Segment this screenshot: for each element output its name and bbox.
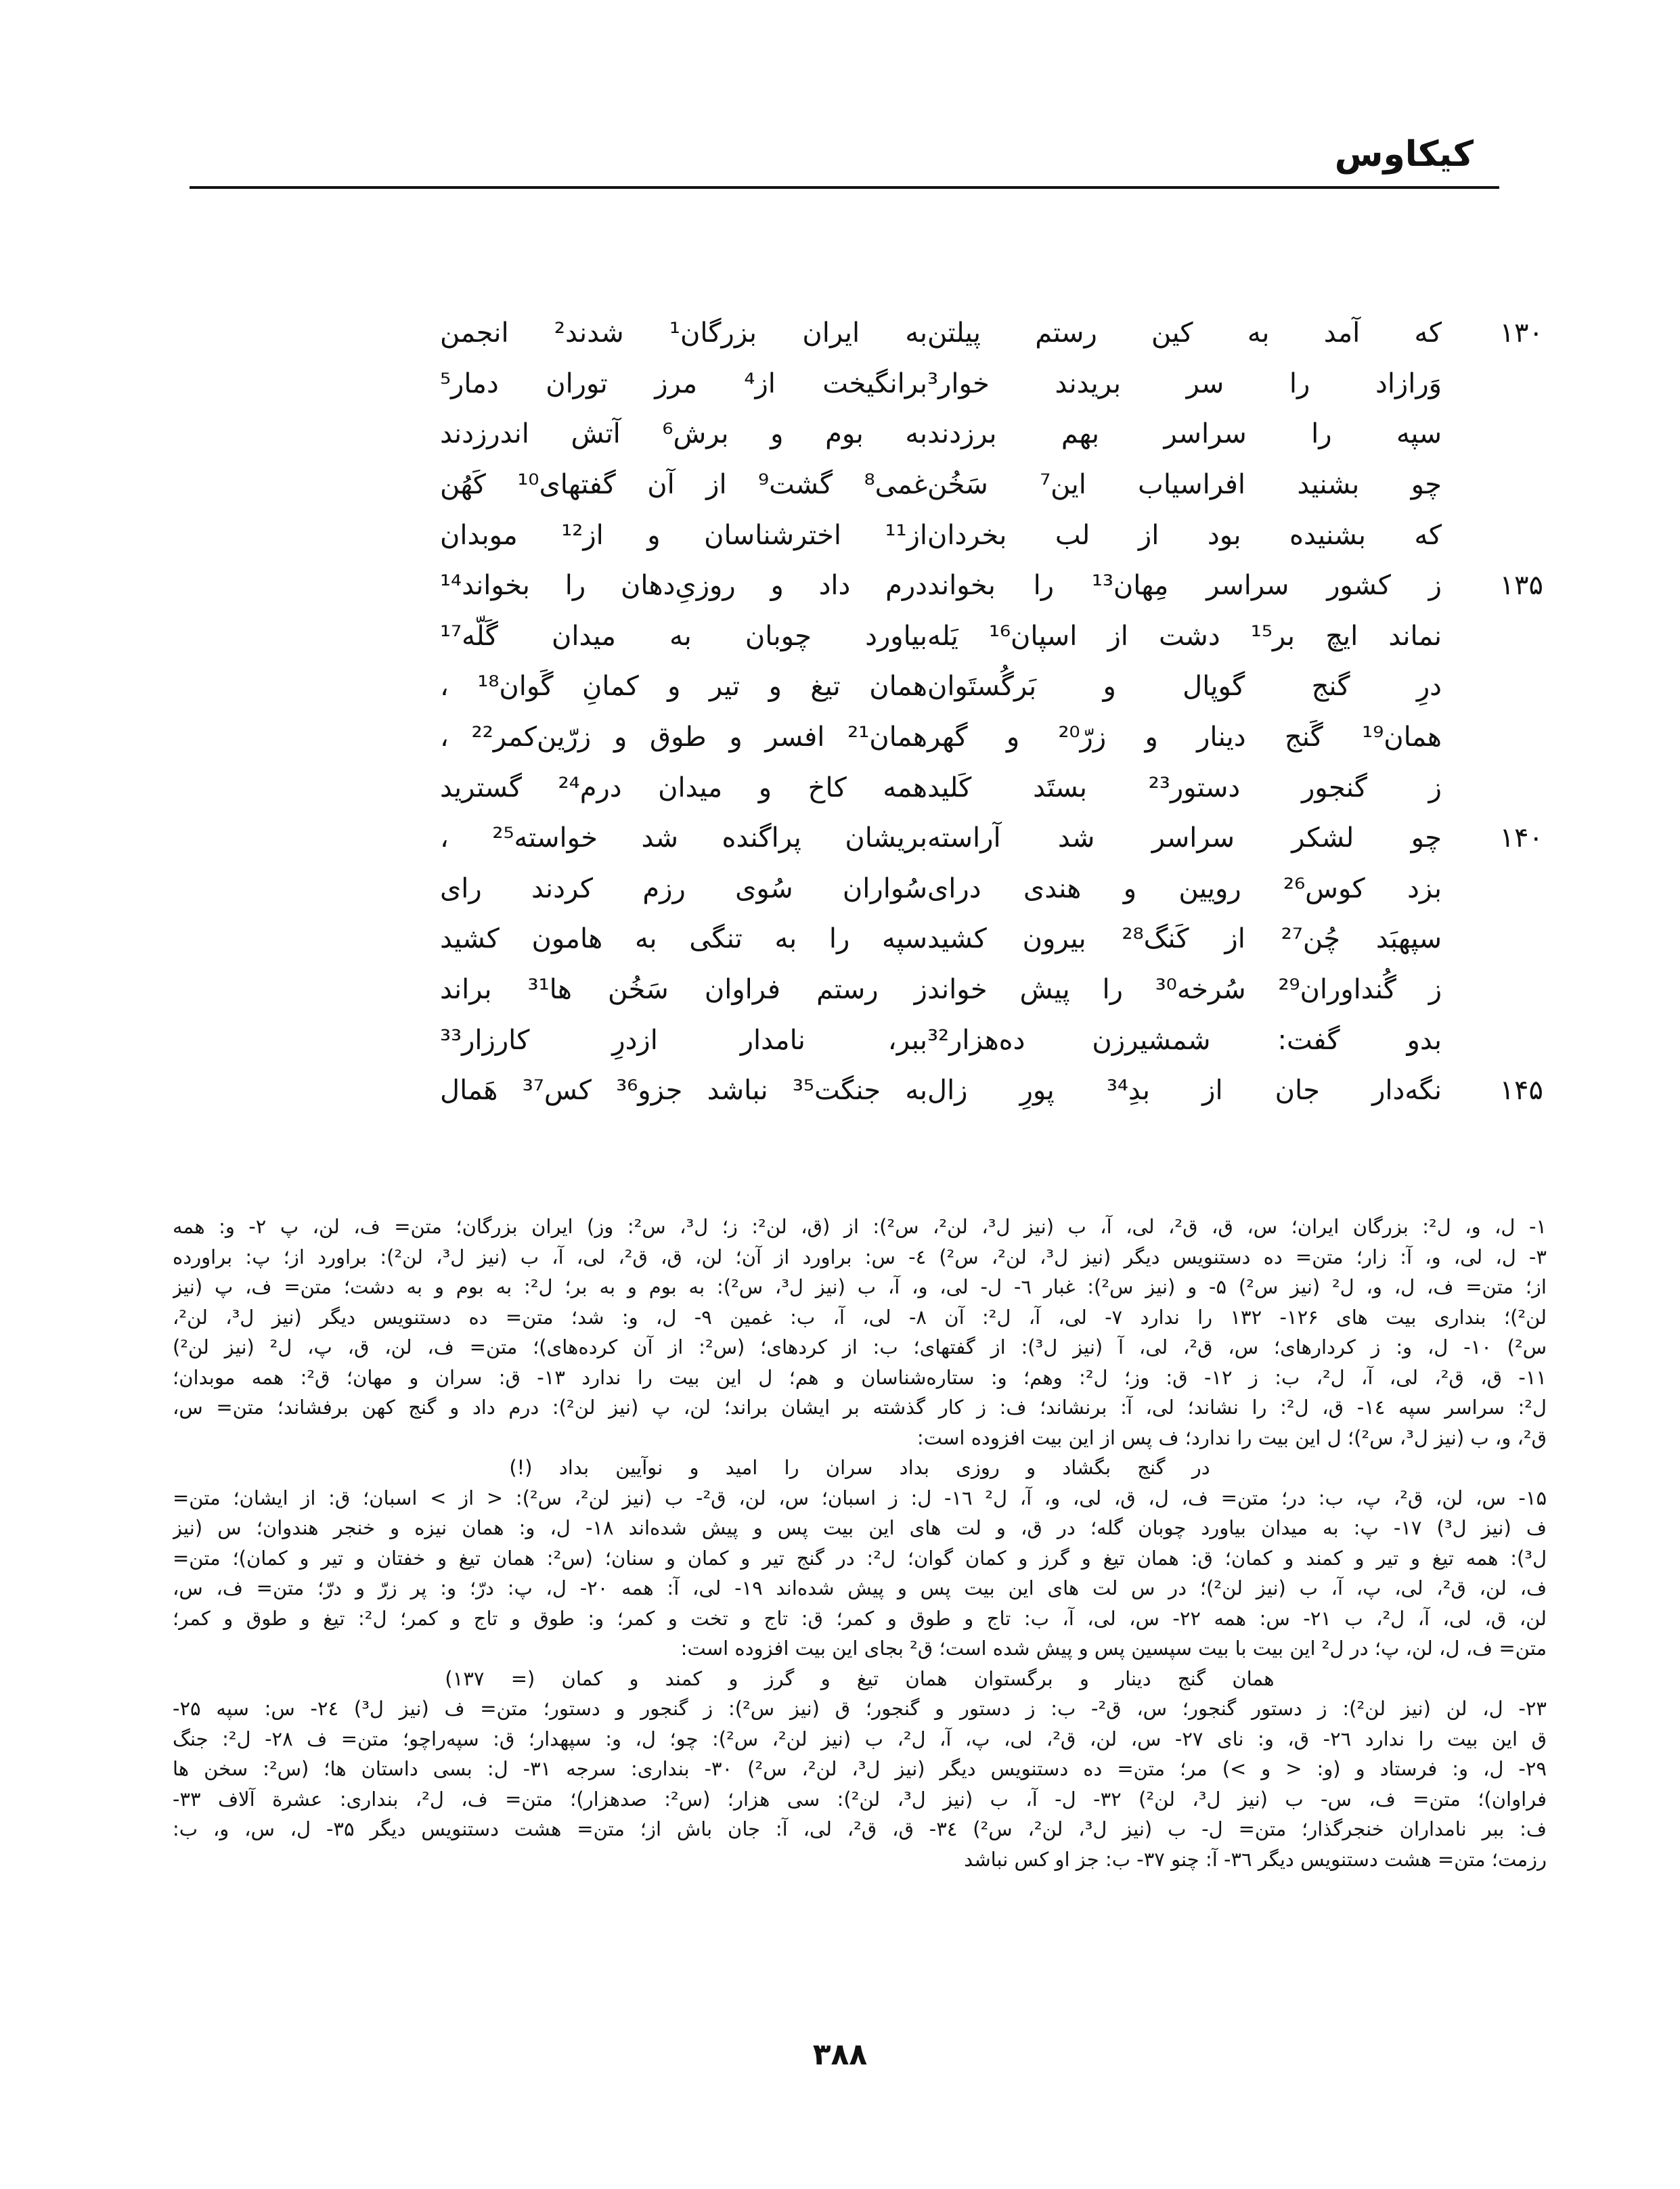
hemistich-first: که آمد به کین رستم پیلتن: [927, 317, 1442, 349]
hemistich-first: همان¹⁹ گَنج دینار و زرّ²⁰ و گهر: [927, 722, 1442, 753]
verse-row: [298, 1015, 1543, 1065]
critical-apparatus: [173, 1212, 1547, 1874]
footnote-line: ف، لن، ق²، لی، پ، آ، ب (نیز لن²)؛ در س لت های این بیت پس و پیش شده‌اند ۱۹- لی، آ: همه ۲۰- ل، پ: درّ؛ و: پر زرّ و درّ؛ متن= ف، س،: [173, 1576, 1547, 1599]
verse-number: ۱۴۵: [1499, 1075, 1543, 1107]
hemistich-second: به بوم و برش⁶ آتش اندرزدند: [440, 418, 927, 450]
hemistich-first: بزد کوس²⁶ رویین و هندی درای: [927, 872, 1442, 904]
footnote-line: ۳- ل، لی، و، آ: زار؛ متن= ده دستنویس دیگر (نیز ل³، لن²، س²) ٤- س: براورد از آن؛ لن، ق، ق²، لی، آ، ب (نیز ل³، لن²): براورد از؛ پ: براورده: [173, 1245, 1547, 1268]
verse-row: [298, 308, 1543, 359]
footnote-line: ف: ببر نامداران خنجرگذار؛ متن= ل- ب (نیز ل³، لن²، س²) ۳٤- ق، ق²، لی، آ: جان باش از؛ متن= هشت دستنویس دیگر ۳۵- ل، س، و، ب:: [173, 1817, 1547, 1840]
verse-row: [298, 359, 1543, 410]
hemistich-first: بدو گفت: شمشیرزن ده‌هزار³²: [927, 1024, 1442, 1056]
footnote-line: س²) ۱۰- ل، و: ز کردارهای؛ س، ق²، لی، آ (نیز ل³): از گفتهای؛ ب: از کردهای؛ (س²: از آن کرده‌های)؛ متن= ف، لن، ق، پ، ل² (نیز لن²): [173, 1335, 1547, 1358]
verse-number: ۱۴۰: [1499, 822, 1543, 854]
hemistich-second: به جنگت³⁵ نباشد جزو³⁶ کس³⁷ هَمال: [440, 1075, 927, 1107]
verse-row: [298, 712, 1543, 763]
hemistich-first: که بشنیده بود از لب بخردان: [927, 519, 1442, 551]
footnote-line: ل³): همه تیغ و تیر و کمند و کمان؛ ق: همان تیغ و گرز و کمان گوان؛ ل²: در گنج تیر و کمان و سنان؛ (س²: همان تیغ و خفتان و تیر و کمان)؛ متن=: [173, 1546, 1547, 1570]
hemistich-second: سُواران سُوی رزم کردند رای: [440, 872, 927, 904]
hemistich-first: نگه‌دار جان از بدِ³⁴ پورِ زال: [927, 1075, 1442, 1107]
verse-row: [298, 611, 1543, 662]
footnote-line: ف (نیز ل³) ۱۷- پ: به میدان بیاورد چوبان گله؛ در ق، و لت های این بیت پس و پیش شده‌اند ۱۸- ل، و: همان نیزه و خنجر هندوان؛ س (نیز: [173, 1516, 1547, 1539]
verse-row: [298, 661, 1543, 712]
footnote-line: متن= ف، ل، لن، پ؛ در ل² این بیت با بیت سپسین پس و پیش شده است؛ ق² بجای این بیت افزوده است:: [680, 1637, 1547, 1660]
running-header-title: کیکاوس: [1334, 134, 1474, 175]
added-verse: در گنج بگشاد و روزی بداد سران را امید و نوآیین بداد (!): [509, 1456, 1210, 1479]
hemistich-second: بیاورد چوبان به میدان گَلّه¹⁷: [440, 620, 927, 652]
footnote-line: ۱- ل، و، ل²: بزرگان ایران؛ س، ق، ق²، لی، آ، ب (نیز ل³، لن²، س²): از (ق، لن²: ز؛ ل³، س²: وز) ایران بزرگان؛ متن= ف، لن، پ ۲- و: همه: [173, 1215, 1547, 1238]
hemistich-first: چو بشنید افراسیاب این⁷ سَخُن: [927, 469, 1442, 501]
added-verse: همان گنج دینار و برگستوان همان تیغ و گرز و کمند و کمان (= ۱۳۷): [445, 1666, 1275, 1690]
verse-block: [298, 308, 1543, 1116]
hemistich-second: همه کاخ و میدان درم²⁴ گسترید: [440, 772, 928, 803]
footnote-line: ۱۵- س، لن، ق²، پ، ب: در؛ متن= ف، ل، ق، لی، و، آ، ل² ۱٦- ل: ز اسبان؛ س، لن، ق²- ب (نیز لن²، س²): < از > اسبان؛ ق: از ایشان؛ متن=: [173, 1486, 1547, 1509]
verse-row: [298, 914, 1543, 965]
hemistich-second: سپه را به تنگی به هامون کشید: [440, 923, 927, 955]
hemistich-second: برانگیخت از⁴ مرز توران دمار⁵: [440, 368, 927, 399]
page-number: ۳۸۸: [812, 2037, 868, 2072]
verse-row: [298, 460, 1543, 510]
hemistich-first: چو لشکر سراسر شد آراسته: [927, 822, 1442, 854]
footnote-line: ل²: سراسر سپه ۱٤- ق، ل²: را نشاند؛ لی، آ: برنشاند؛ ف: ز کار گذشته بر ایشان براند؛ لن، پ (نیز لن²): درم داد و گنج کهن برفشاند؛ متن= س،: [173, 1396, 1547, 1419]
hemistich-first: وَرازاد را سر بریدند خوار³: [927, 368, 1442, 399]
hemistich-second: بریشان پراگنده شد خواسته²⁵ ،: [440, 822, 928, 854]
footnote-line: رزمت؛ متن= هشت دستنویس دیگر ۳٦- آ: چنو ۳۷- ب: جز او کس نباشد: [964, 1847, 1547, 1871]
hemistich-first: ز کشور سراسر مِهان¹³ را بخواند: [927, 570, 1442, 602]
footnote-line: لن²)؛ بنداری بیت های ۱۲۶- ۱۳۲ را ندارد ۷- لی، آ، ل²: آن ۸- لی، آ، ب: غمین ۹- ل، و: شد؛ متن= ده دستنویس دیگر (نیز ل³، لن²،: [173, 1305, 1547, 1329]
footnote-line: ۲۳- ل، لن (نیز لن²): ز دستور گنجور؛ س، ق²- ب: ز دستور و گنجور؛ ق (نیز س²): ز گنجور و دستور؛ متن= ف (نیز ل³) ۲٤- س: سپه ۲۵-: [173, 1697, 1547, 1720]
verse-number: ۱۳۰: [1499, 317, 1543, 349]
hemistich-first: ز گُنداوران²⁹ سُرخه³⁰ را پیش خواند: [927, 974, 1442, 1006]
hemistich-second: ز رستم فراوان سَخُن ها³¹ براند: [440, 974, 927, 1006]
footnote-line: ق این بیت را ندارد ۲٦- ق، و: نای ۲۷- س، لن، ق²، لی، پ، آ، ل²، ب (نیز لن²، س²): چو؛ ل، و: سپهدار؛ ق: سپه‌راچو؛ متن= ف ۲۸- ل²: جنگ: [173, 1727, 1547, 1750]
footnote-line: لن، ق، لی، آ، ل²، ب ۲۱- س: همه ۲۲- س، لی، آ، ب: تاج و طوق و کمر؛ ق: تاج و تخت و کمر؛ و: طوق و تاج و کمر؛ ل²: تیغ و طوق و کمر؛: [173, 1606, 1547, 1630]
verse-row: [298, 813, 1543, 864]
footnote-line: فراوان)؛ متن= ف، س- ب (نیز ل³، لن²) ۳۲- ل- آ، ب (نیز ل³، لن²): سی هزار؛ (س²: صدهزار)؛ متن= ف، ل²، بنداری: عشرة آلاف ۳۳-: [173, 1787, 1547, 1811]
hemistich-first: سپه را سراسر بهم برزدند: [927, 418, 1442, 450]
footnote-line: از؛ متن= ف، ل، و، ل² (نیز س²) ۵- و (نیز س²): غبار ٦- ل- لی، و، آ، ب (نیز ل³، س²): به بوم و به بر؛ ل²: به بوم و به دشت؛ متن= ف، پ (نیز: [173, 1275, 1547, 1298]
hemistich-second: به ایران بزرگان¹ شدند² انجمن: [440, 317, 927, 349]
hemistich-second: ببر، نامدار ازدرِ کارزار³³: [440, 1024, 927, 1056]
footnote-line: ۱۱- ق، ق²، لی، آ، ل²، ب: ز ۱۲- ق: وز؛ ل²: وهم؛ و: ستاره‌شناسان و هم؛ ل این بیت را ندارد ۱۳- ق: سران و مهان؛ ق²: همه موبدان؛: [173, 1365, 1547, 1389]
verse-row: [298, 1065, 1543, 1116]
footnote-line: ق²، و، ب (نیز ل³، س²)؛ ل این بیت را ندارد؛ ف پس از این بیت افزوده است:: [916, 1425, 1547, 1449]
verse-row: [298, 409, 1543, 460]
hemistich-second: غمی⁸ گشت⁹ از آن گفتهای¹⁰ کَهُن: [440, 469, 927, 501]
hemistich-second: از¹¹ اخترشناسان و از¹² موبدان: [440, 519, 927, 551]
hemistich-first: درِ گنج گوپال و بَرگُستَوان: [927, 671, 1442, 703]
hemistich-first: نماند ایچ بر¹⁵ دشت از اسپان¹⁶ یَله: [927, 620, 1442, 652]
verse-number: ۱۳۵: [1499, 570, 1543, 602]
verse-row: [298, 762, 1543, 813]
hemistich-first: ز گنجور دستور²³ بستَد کَلید: [927, 772, 1442, 803]
hemistich-first: سپهبَد چُن²⁷ از کَنگ²⁸ بیرون کشید: [927, 923, 1442, 955]
footnote-line: ۲۹- ل، و: فرستاد و (و: < و >) مر؛ متن= ده دستنویس دیگر (نیز ل³، لن²، س²) ۳۰- بنداری: سرجه ۳۱- ل: بسی داستان ها؛ (س²: سخن ها: [173, 1757, 1547, 1780]
verse-row: [298, 965, 1543, 1015]
hemistich-second: درم داد و روزیِ‌دهان را بخواند¹⁴: [440, 570, 927, 602]
header-rule: [190, 186, 1499, 189]
verse-row: [298, 864, 1543, 914]
hemistich-second: همان تیغ و تیر و کمانِ گَوان¹⁸ ،: [440, 671, 927, 703]
verse-row: [298, 510, 1543, 560]
verse-row: [298, 560, 1543, 611]
hemistich-second: همان²¹ افسر و طوق و زرّین‌کمر²² ،: [440, 722, 928, 753]
